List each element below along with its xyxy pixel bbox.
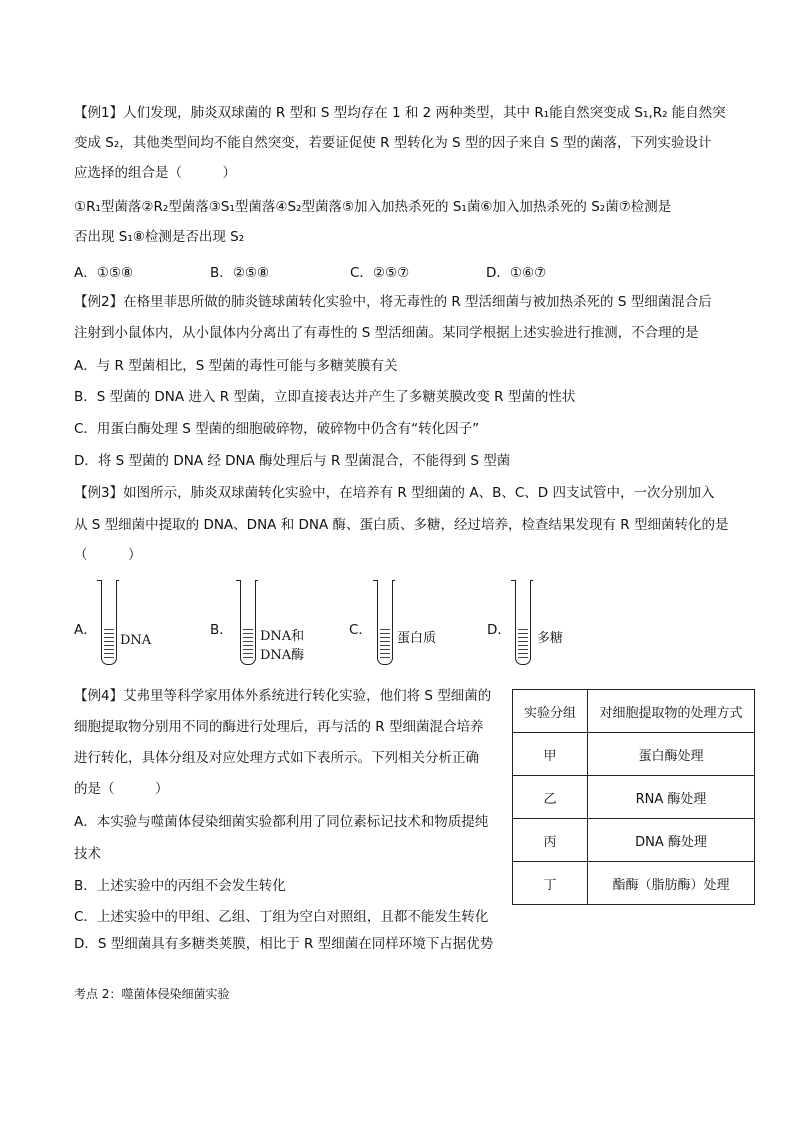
- ex4-option-c: C．上述实验中的甲组、乙组、丁组为空白对照组，且都不能发生转化: [74, 909, 489, 925]
- ex2-option-d: D．将 S 型菌的 DNA 经 DNA 酶处理后与 R 型菌混合，不能得到 S 型菌: [74, 453, 511, 469]
- ex3-line-3: （ ）: [74, 547, 142, 563]
- tube-b-label-2: DNA酶: [260, 648, 305, 663]
- tube-c-label: 蛋白质: [397, 631, 437, 646]
- tube-c-test-tube-icon: [377, 580, 393, 665]
- ex4-line-1: 【例4】艾弗里等科学家用体外系统进行转化实验，他们将 S 型细菌的: [74, 688, 492, 704]
- tube-b-letter: B．: [210, 622, 233, 638]
- ex2-option-b: B．S 型菌的 DNA 进入 R 型菌，立即直接表达并产生了多糖荚膜改变 R 型菌的性状: [74, 389, 576, 405]
- ex2-line-1: 【例2】在格里菲思所做的肺炎链球菌转化实验中，将无毒性的 R 型活细菌与被加热杀死的 S 型细菌混合后: [74, 294, 712, 310]
- ex4-line-2: 细胞提取物分别用不同的酶进行处理后，再与活的 R 型细菌混合培养: [74, 719, 484, 735]
- tube-b-figure: [210, 580, 330, 672]
- ex3-line-1: 【例3】如图所示，肺炎双球菌转化实验中，在培养有 R 型细菌的 A、B、C、D 四支试管中，一次分别加入: [74, 485, 715, 501]
- ex1-line-2: 变成 S₂，其他类型间均不能自然突变，若要证促使 R 型转化为 S 型的因子来自 S 型的菌落，下列实验设计: [74, 135, 712, 151]
- ex1-option-c: C．②⑤⑦: [350, 265, 410, 281]
- tube-c-figure: [349, 580, 469, 672]
- ex4-option-a: A．本实验与噬菌体侵染细菌实验都利用了同位素标记技术和物质提纯: [74, 814, 489, 830]
- ex2-line-2: 注射到小鼠体内，从小鼠体内分离出了有毒性的 S 型活细菌。某同学根据上述实验进行推测，不合理的是: [74, 325, 699, 341]
- ex2-option-a: A．与 R 型菌相比，S 型菌的毒性可能与多糖荚膜有关: [74, 358, 398, 374]
- ex4-line-3: 进行转化，具体分组及对应处理方式如下表所示。下列相关分析正确: [74, 750, 479, 766]
- table-row: [513, 862, 755, 905]
- ex1-line-1: 【例1】人们发现，肺炎双球菌的 R 型和 S 型均存在 1 和 2 两种类型，其中 R₁能自然突变成 S₁,R₂ 能自然突: [74, 105, 726, 121]
- tube-d-test-tube-icon: [515, 580, 531, 665]
- ex4-option-b: B．上述实验中的丙组不会发生转化: [74, 878, 286, 894]
- treatment-table: [512, 689, 755, 905]
- table-cell-treatment: RNA 酶处理: [588, 776, 755, 819]
- tube-a-letter: A．: [74, 622, 97, 638]
- ex1-line-4: ①R₁型菌落②R₂型菌落③S₁型菌落④S₂型菌落⑤加入加热杀死的 S₁菌⑥加入加热杀死的 S₂菌⑦检测是: [74, 199, 672, 215]
- table-row: [513, 819, 755, 862]
- table-header-treatment: 对细胞提取物的处理方式: [588, 690, 755, 733]
- table-cell-group: 甲: [513, 733, 588, 776]
- tube-b-label: DNA和: [260, 629, 305, 644]
- table-cell-treatment: DNA 酶处理: [588, 819, 755, 862]
- ex1-line-3: 应选择的组合是（ ）: [74, 165, 236, 181]
- tube-d-figure: [487, 580, 607, 672]
- table-row: [513, 733, 755, 776]
- ex1-option-b: B．②⑤⑧: [210, 265, 270, 281]
- tube-d-label: 多糖: [537, 631, 564, 646]
- ex1-option-d: D．①⑥⑦: [486, 265, 547, 281]
- ex4-line-4: 的是（ ）: [74, 781, 169, 797]
- tube-a-test-tube-icon: [101, 580, 117, 665]
- tube-b-test-tube-icon: [240, 580, 256, 665]
- ex1-line-5: 否出现 S₁⑧检测是否出现 S₂: [74, 229, 245, 245]
- table-header-group: 实验分组: [513, 690, 588, 733]
- ex2-option-c: C．用蛋白酶处理 S 型菌的细胞破碎物，破碎物中仍含有“转化因子”: [74, 421, 480, 437]
- table-cell-treatment: 酯酶（脂肪酶）处理: [588, 862, 755, 905]
- tube-d-letter: D．: [487, 622, 511, 638]
- tube-a-figure: [74, 580, 194, 672]
- ex4-option-a-cont: 技术: [74, 846, 101, 862]
- section-heading: 考点 2：噬菌体侵染细菌实验: [74, 987, 230, 1001]
- tube-c-letter: C．: [349, 622, 372, 638]
- ex4-option-d: D．S 型细菌具有多糖类荚膜，相比于 R 型细菌在同样环境下占据优势: [74, 936, 494, 952]
- ex3-line-2: 从 S 型细菌中提取的 DNA、DNA 和 DNA 酶、蛋白质、多糖，经过培养，检查结果发现有 R 型细菌转化的是: [74, 517, 729, 533]
- tube-a-label: DNA: [120, 633, 152, 648]
- table-cell-treatment: 蛋白酶处理: [588, 733, 755, 776]
- table-cell-group: 丁: [513, 862, 588, 905]
- table-header-row: [513, 690, 755, 733]
- table-row: [513, 776, 755, 819]
- table-cell-group: 丙: [513, 819, 588, 862]
- ex1-option-a: A．①⑤⑧: [74, 265, 134, 281]
- table-cell-group: 乙: [513, 776, 588, 819]
